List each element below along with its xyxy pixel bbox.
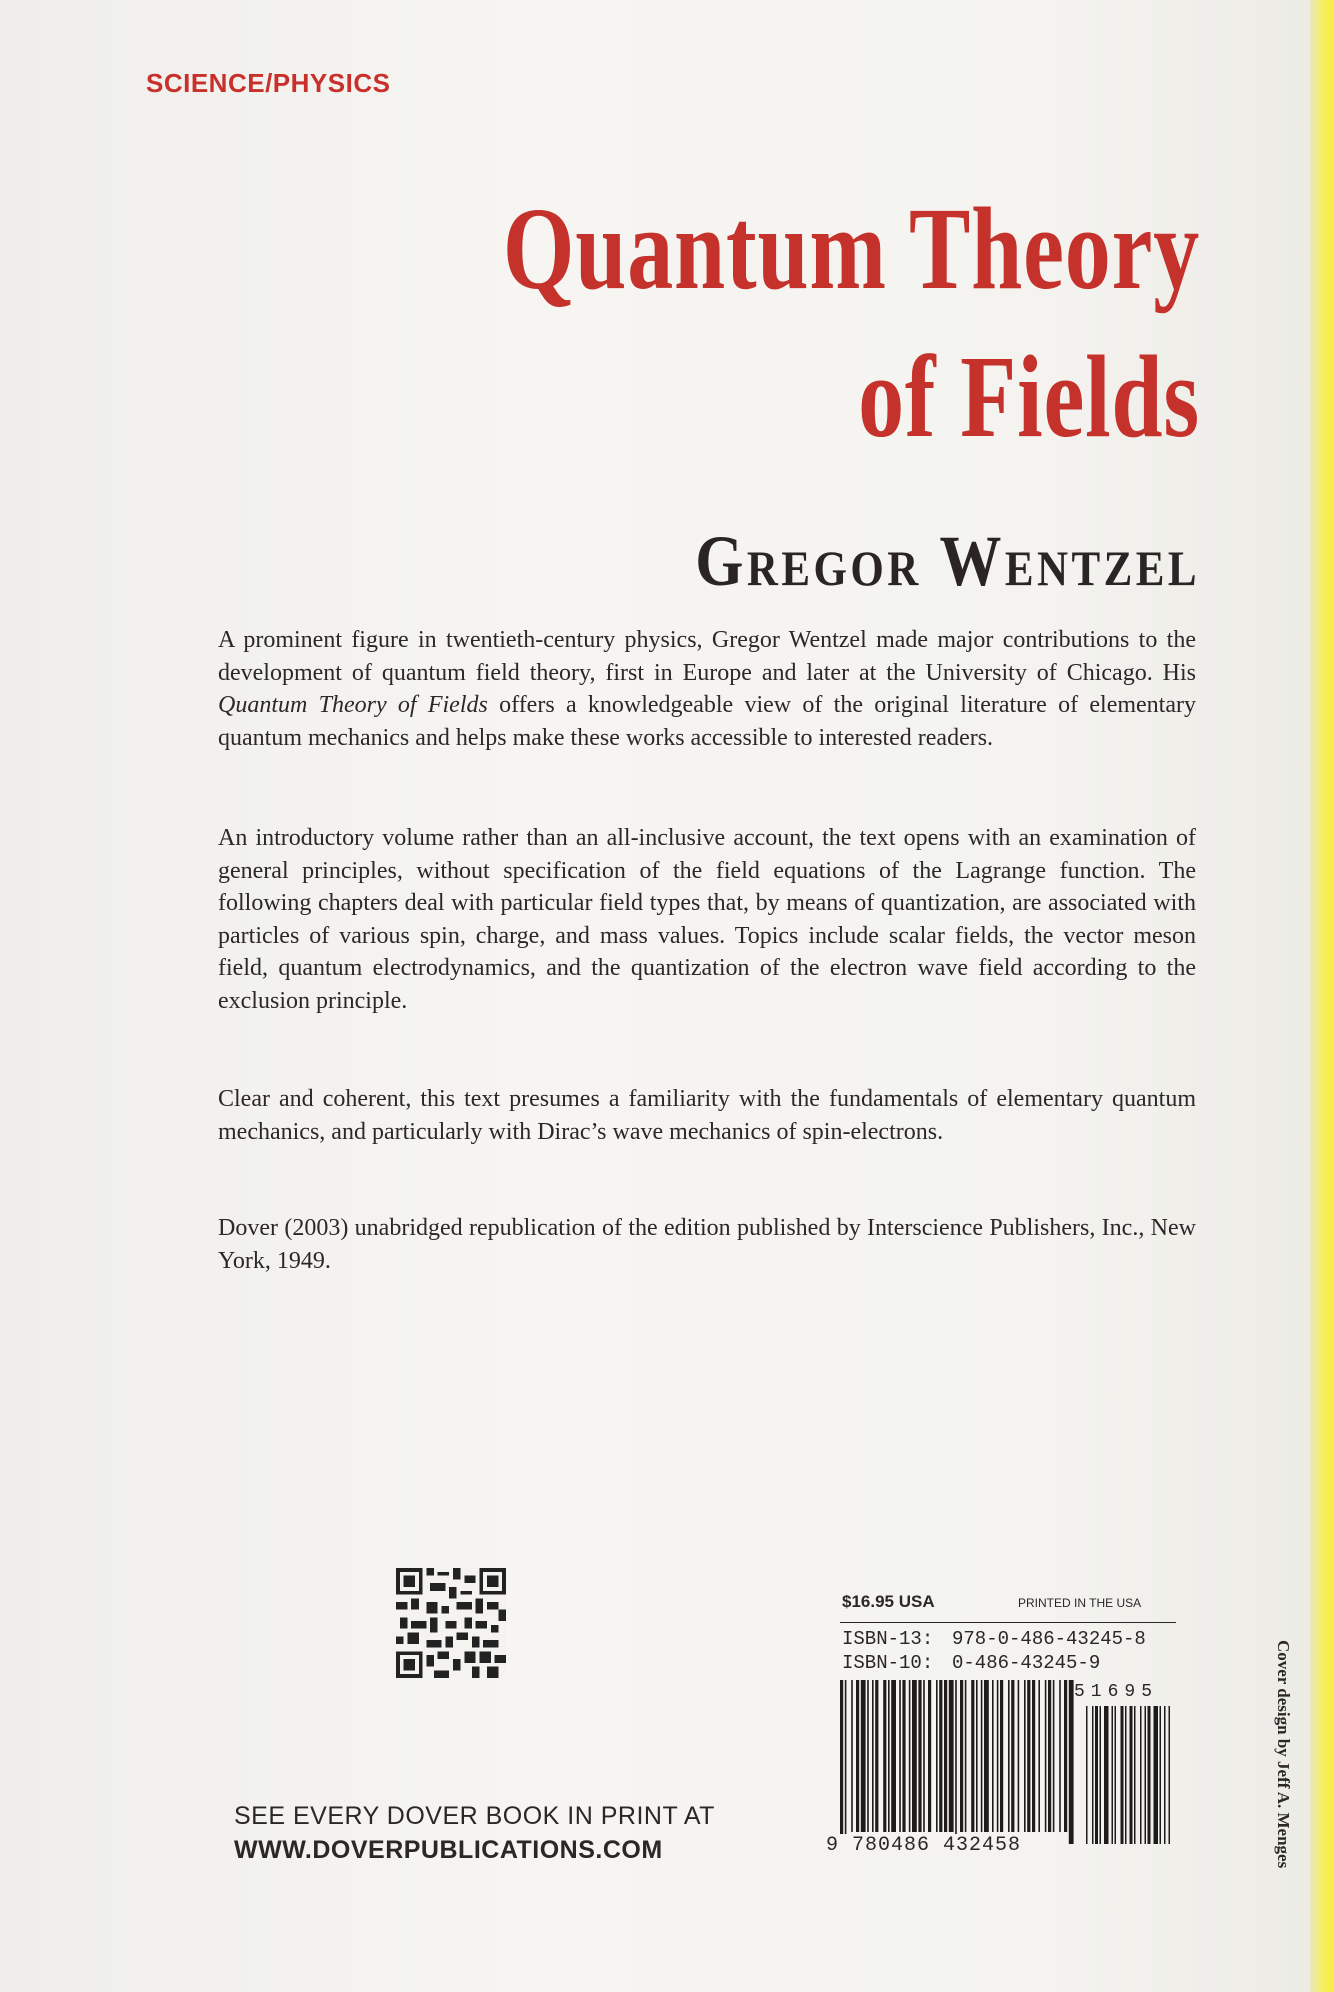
publication-note: Dover (2003) unabridged republication of the edition published by Interscience Publishers, Inc., New York, 1949. xyxy=(218,1215,1196,1274)
barcode-bar xyxy=(992,1680,994,1832)
barcode-bar xyxy=(1000,1680,1003,1832)
description-paragraph-1 xyxy=(218,624,1196,754)
isbn-13-row xyxy=(842,1628,1146,1650)
qr-code-icon[interactable] xyxy=(396,1568,506,1678)
barcode-addon-bar xyxy=(1092,1706,1094,1844)
barcode-addon-bar xyxy=(1148,1706,1151,1844)
dover-promo-text: SEE EVERY DOVER BOOK IN PRINT AT xyxy=(234,1802,715,1830)
barcode-addon-bar xyxy=(1086,1706,1088,1844)
barcode-addon-bar xyxy=(1169,1706,1171,1844)
barcode-addon-bar xyxy=(1154,1706,1159,1844)
barcode-bar xyxy=(944,1680,947,1832)
barcode-addon-bar xyxy=(1160,1706,1162,1844)
barcode-bar xyxy=(845,1680,847,1844)
description-text: offers a knowledgeable view of the original literature of elementary quantum mechanics and helps make these works accessible to interested readers. xyxy=(218,692,1196,751)
book-title-line-2: of Fields xyxy=(858,331,1200,462)
barcode-bar xyxy=(939,1680,942,1832)
barcode-bar xyxy=(918,1680,921,1832)
barcode-bar xyxy=(1069,1680,1074,1844)
book-title-line-1: Quantum Theory xyxy=(502,183,1200,314)
barcode-bar xyxy=(1059,1680,1061,1832)
barcode-bar xyxy=(936,1680,938,1832)
barcode-bar xyxy=(1018,1680,1020,1832)
author-name: Gregor Wentzel xyxy=(695,521,1200,601)
dover-website-link[interactable]: WWW.DOVERPUBLICATIONS.COM xyxy=(234,1836,663,1864)
barcode-bar xyxy=(923,1680,925,1832)
category-label: SCIENCE/PHYSICS xyxy=(146,68,391,98)
barcode-digits: 9 780486 432458 xyxy=(826,1834,1022,1857)
barcode-addon-bar xyxy=(1121,1706,1124,1844)
description-paragraph-2: An introductory volume rather than an all-inclusive account, the text opens with an examination of general principles, without specification of the field equations of the Lagrange function. The following chapters deal with particular field types that, by means of quantization, are associated with particles of various spin, charge, and mass values. Topics include scalar fields, the vector meson field, quantum electrodynamics, and the quantization of the electron wave field according to the exclusion principle. xyxy=(218,825,1196,1014)
barcode-bar xyxy=(1064,1680,1067,1832)
barcode-bar xyxy=(1053,1680,1055,1832)
isbn-13-value: 978-0-486-43245-8 xyxy=(952,1628,1146,1650)
description-title-italic: Quantum Theory of Fields xyxy=(218,692,488,718)
barcode-bar xyxy=(949,1680,954,1832)
barcode-addon-bar xyxy=(1100,1706,1102,1844)
barcode-addon-bar xyxy=(1112,1706,1114,1844)
isbn-10-value: 0-486-43245-9 xyxy=(952,1652,1101,1674)
barcode-bar xyxy=(1048,1680,1051,1832)
isbn-13-label: ISBN-13: xyxy=(842,1628,934,1650)
barcode-bar xyxy=(1024,1680,1026,1832)
isbn-divider xyxy=(840,1622,1176,1623)
barcode-bar xyxy=(867,1680,869,1832)
barcode-bar xyxy=(928,1680,931,1832)
barcode-bar xyxy=(909,1680,911,1832)
barcode-bar xyxy=(840,1680,843,1844)
spine-edge xyxy=(1310,0,1334,1992)
isbn-10-label: ISBN-10: xyxy=(842,1652,934,1674)
isbn-10-row xyxy=(842,1652,1101,1674)
barcode-bar xyxy=(872,1680,874,1832)
barcode-bar xyxy=(888,1680,890,1832)
barcode-addon-digits: 51695 xyxy=(1074,1682,1159,1702)
barcode-bar xyxy=(955,1680,957,1844)
barcode-bar xyxy=(851,1680,853,1832)
barcode-bar xyxy=(899,1680,901,1832)
barcode-bar xyxy=(883,1680,886,1832)
printed-in-label: PRINTED IN THE USA xyxy=(1018,1596,1142,1610)
barcode-bar xyxy=(912,1680,917,1832)
barcode-bar xyxy=(971,1680,974,1832)
description-text: A prominent figure in twentieth-century physics, Gregor Wentzel made major contributions to the development of quantum field theory, first in Europe and later at the University of Chicago. His xyxy=(218,627,1196,686)
barcode-bar xyxy=(1008,1680,1010,1832)
barcode-bar xyxy=(902,1680,905,1832)
barcode-bar xyxy=(981,1680,983,1832)
price-label: $16.95 USA xyxy=(842,1592,935,1611)
barcode-addon-bar xyxy=(1140,1706,1142,1844)
barcode-bar xyxy=(965,1680,967,1832)
barcode-addon-bar xyxy=(1104,1706,1109,1844)
barcode-addon-bar xyxy=(1130,1706,1133,1844)
barcode-bar xyxy=(1027,1680,1030,1832)
barcode-addon-bar xyxy=(1164,1706,1166,1844)
barcode-bar xyxy=(984,1680,989,1832)
barcode-bar xyxy=(1032,1680,1035,1832)
barcode-addon-bar xyxy=(1145,1706,1147,1844)
barcode-icon xyxy=(840,1680,1180,1848)
barcode-addon-bar xyxy=(1115,1706,1117,1844)
barcode-bar xyxy=(856,1680,859,1832)
barcode-bar xyxy=(997,1680,999,1832)
barcode-bar xyxy=(861,1680,866,1832)
barcode-addon-bar xyxy=(1134,1706,1136,1844)
cover-design-credit: Cover design by Jeff A. Menges xyxy=(1274,1640,1293,1869)
barcode-addon-bar xyxy=(1095,1706,1098,1844)
barcode-addon-bar xyxy=(1125,1706,1127,1844)
barcode-bar xyxy=(960,1680,963,1832)
barcode-bar xyxy=(1038,1680,1040,1832)
barcode-bar xyxy=(976,1680,978,1832)
barcode-bar xyxy=(1045,1680,1047,1832)
description-paragraph-3: Clear and coherent, this text presumes a familiarity with the fundamentals of elementary quantum mechanics, and particularly with Dirac’s wave mechanics of spin-electrons. xyxy=(218,1086,1196,1145)
barcode-bar xyxy=(891,1680,896,1832)
barcode-bar xyxy=(875,1680,878,1832)
barcode-bar xyxy=(1011,1680,1014,1832)
